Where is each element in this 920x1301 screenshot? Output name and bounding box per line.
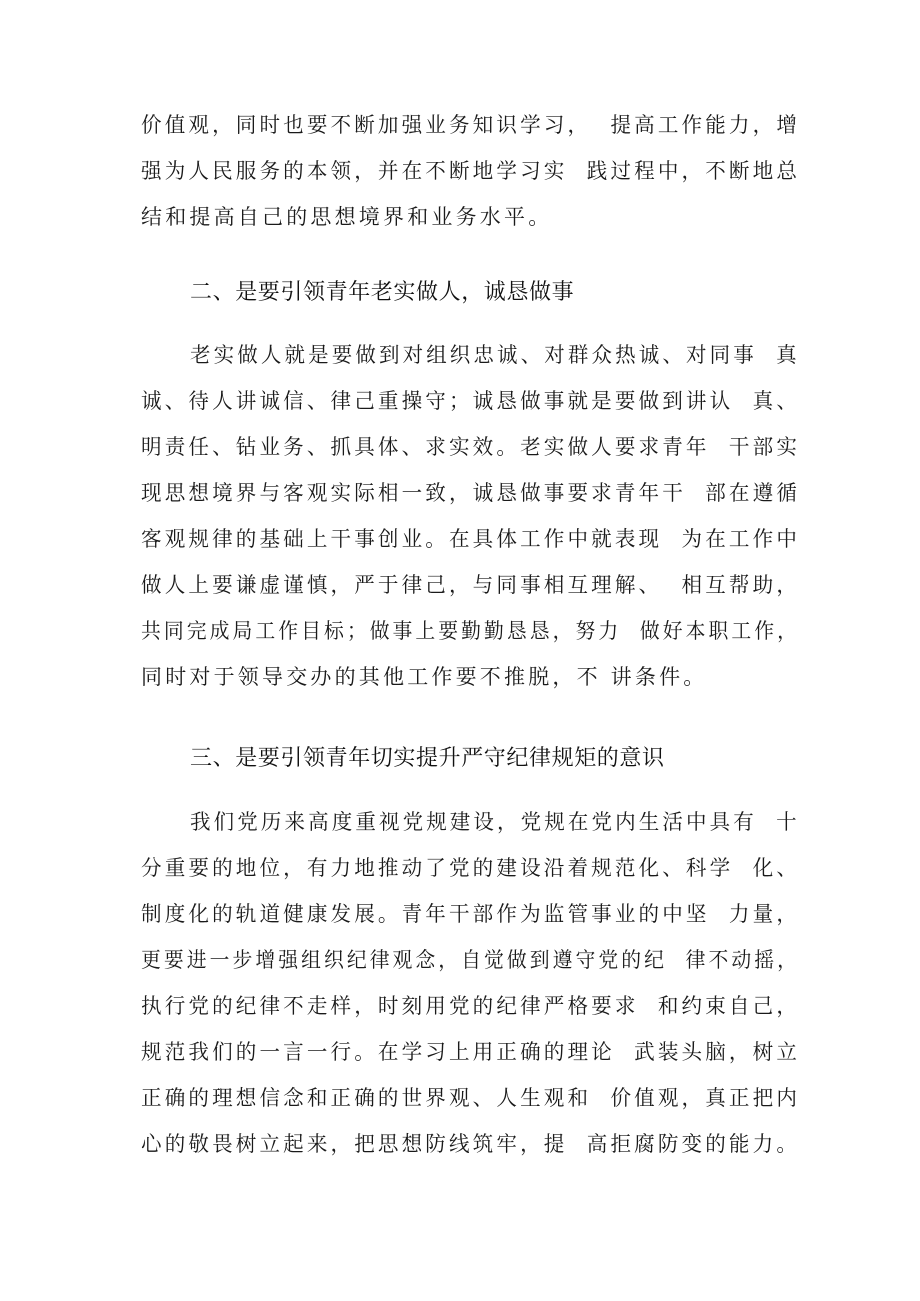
- body-line: 我们党历来高度重视党规建设，党规在党内生活中具有 十: [190, 810, 800, 834]
- body-line: 强为人民服务的本领，并在不断地学习实 践过程中，不断地总: [141, 159, 801, 183]
- body-line: 分重要的地位，有力地推动了党的建设沿着规范化、科学 化、: [141, 856, 801, 880]
- body-line: 共同完成局工作目标；做事上要勤勤恳恳，努力 做好本职工作，: [141, 619, 801, 643]
- body-line: 正确的理想信念和正确的世界观、人生观和 价值观，真正把内: [141, 1086, 801, 1110]
- body-line: 做人上要谦虚谨慎，严于律己，与同事相互理解、 相互帮助，: [141, 573, 801, 597]
- body-line: 现思想境界与客观实际相一致，诚恳做事要求青年干 部在遵循: [141, 481, 801, 505]
- body-line: 客观规律的基础上干事创业。在具体工作中就表现 为在工作中: [141, 527, 801, 551]
- section-heading: 三、是要引领青年切实提升严守纪律规矩的意识: [190, 746, 665, 771]
- body-line: 明责任、钻业务、抓具体、求实效。老实做人要求青年 干部实: [141, 435, 801, 459]
- body-line: 执行党的纪律不走样，时刻用党的纪律严格要求 和约束自己，: [141, 994, 801, 1018]
- section-heading: 二、是要引领青年老实做人，诚恳做事: [190, 280, 575, 305]
- body-line: 制度化的轨道健康发展。青年干部作为监管事业的中坚 力量，: [141, 902, 801, 926]
- body-line: 结和提高自己的思想境界和业务水平。: [141, 205, 553, 229]
- body-line: 价值观，同时也要不断加强业务知识学习， 提高工作能力，增: [141, 113, 801, 137]
- body-line: 更要进一步增强组织纪律观念，自觉做到遵守党的纪 律不动摇，: [141, 948, 801, 972]
- body-line: 诚、待人讲诚信、律己重操守；诚恳做事就是要做到讲认 真、: [141, 389, 801, 413]
- body-line: 规范我们的一言一行。在学习上用正确的理论 武装头脑，树立: [141, 1040, 801, 1064]
- body-line: 老实做人就是要做到对组织忠诚、对群众热诚、对同事 真: [190, 343, 800, 367]
- body-line: 同时对于领导交办的其他工作要不推脱，不 讲条件。: [141, 665, 708, 689]
- body-line: 心的敬畏树立起来，把思想防线筑牢，提 高拒腐防变的能力。: [141, 1132, 801, 1156]
